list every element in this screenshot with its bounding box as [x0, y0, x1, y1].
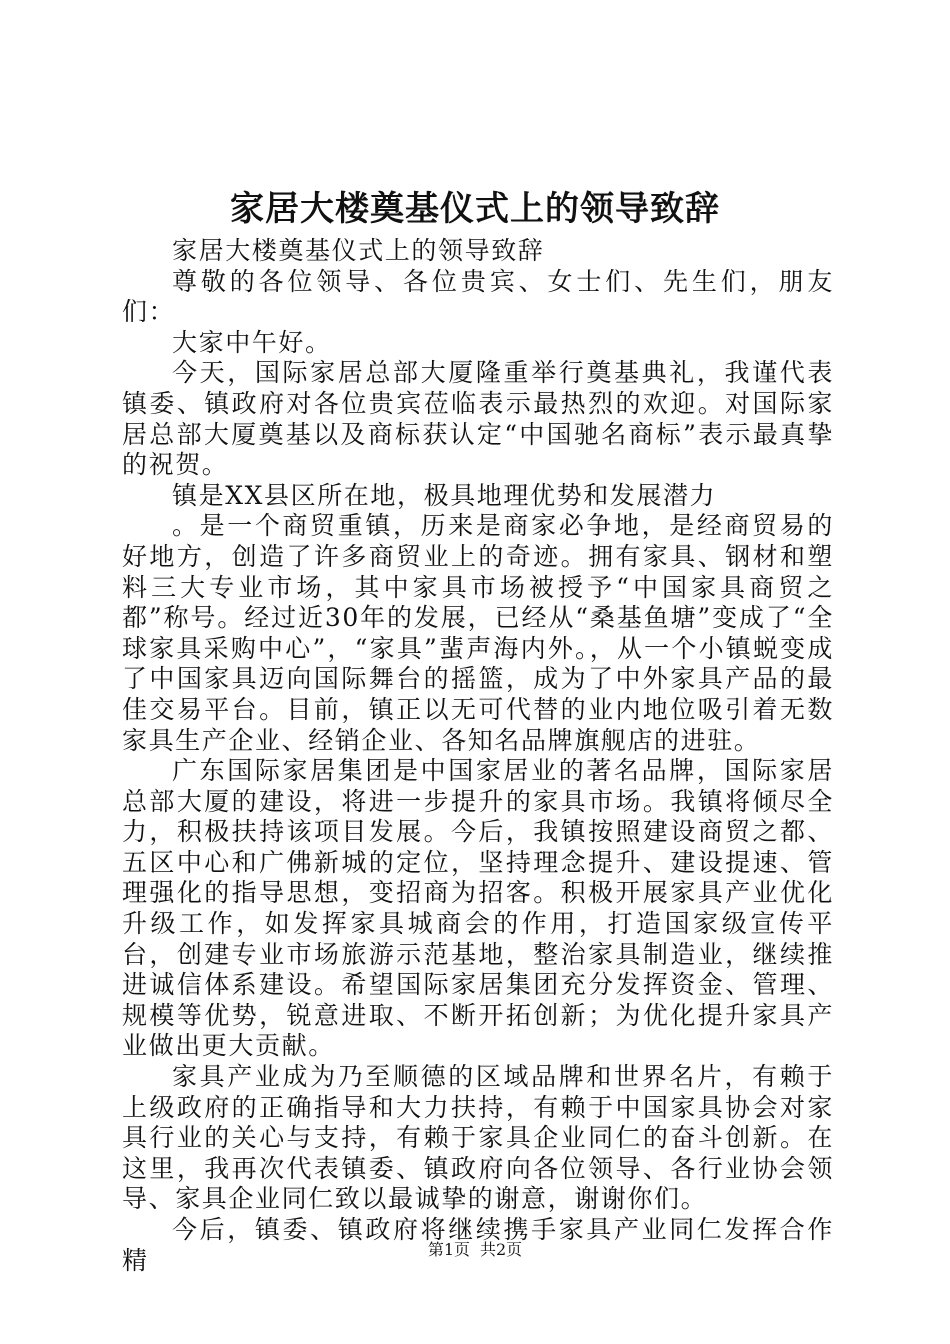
page-footer [0, 1240, 950, 1260]
paragraph-group: 广东国际家居集团是中国家居业的著名品牌，国际家居总部大厦的建设，将进一步提升的家具市场。我镇将倾尽全力，积极扶持该项目发展。今后，我镇按照建设商贸之都、五区中心和广佛新城的定位，坚持理念提升、建设提速、管理强化的指导思想，变招商为招客。积极开展家具产业优化升级工作，如发挥家具城商会的作用，打造国家级宣传平台，创建专业市场旅游示范基地，整治家具制造业，继续推进诚信体系建设。希望国际家居集团充分发挥资金、管理、规模等优势，锐意进取、不断开拓创新；为优化提升家具产业做出更大贡献。 [122, 756, 834, 1061]
paragraph-thanks: 家具产业成为乃至顺德的区域品牌和世界名片，有赖于上级政府的正确指导和大力扶持，有赖于中国家具协会对家具行业的关心与支持，有赖于家具企业同仁的奋斗创新。在这里，我再次代表镇委、镇政府向各位领导、各行业协会领导、家具企业同仁致以最诚挚的谢意，谢谢你们。 [122, 1062, 834, 1214]
document-body [122, 236, 834, 1276]
paragraph-town-intro: 镇是XX县区所在地，极具地理优势和发展潜力 [172, 480, 717, 510]
page-total: 共2页 [480, 1240, 523, 1259]
paragraph-future: 今后，镇委、镇政府将继续携手家具产业同仁发挥合作精 [122, 1215, 834, 1275]
document-title: 家居大楼奠基仪式上的领导致辞 [230, 189, 720, 229]
paragraph-welcome: 今天，国际家居总部大厦隆重举行奠基典礼，我谨代表镇委、镇政府对各位贵宾莅临表示最热烈的欢迎。对国际家居总部大厦奠基以及商标获认定“中国驰名商标”表示最真挚的祝贺。 [122, 358, 834, 480]
page-number: 第1页 [427, 1240, 470, 1259]
paragraph-salutation: 尊敬的各位领导、各位贵宾、女士们、先生们，朋友们： [122, 266, 834, 327]
paragraph-subtitle: 家居大楼奠基仪式上的领导致辞 [172, 236, 545, 265]
paragraph-town-detail: 。是一个商贸重镇，历来是商家必争地，是经商贸易的好地方，创造了许多商贸业上的奇迹。拥有家具、钢材和塑料三大专业市场，其中家具市场被授予“中国家具商贸之都”称号。经过近30年的发展，已经从“桑基鱼塘”变成了“全球家具采购中心”，“家具”蜚声海内外。，从一个小镇蜕变成了中国家具迈向国际舞台的摇篮，成为了中外家具产品的最佳交易平台。目前，镇正以无可代替的业内地位吸引着无数家具生产企业、经销企业、各知名品牌旗舰店的进驻。 [122, 511, 834, 755]
paragraph-greeting: 大家中午好。 [172, 327, 332, 357]
